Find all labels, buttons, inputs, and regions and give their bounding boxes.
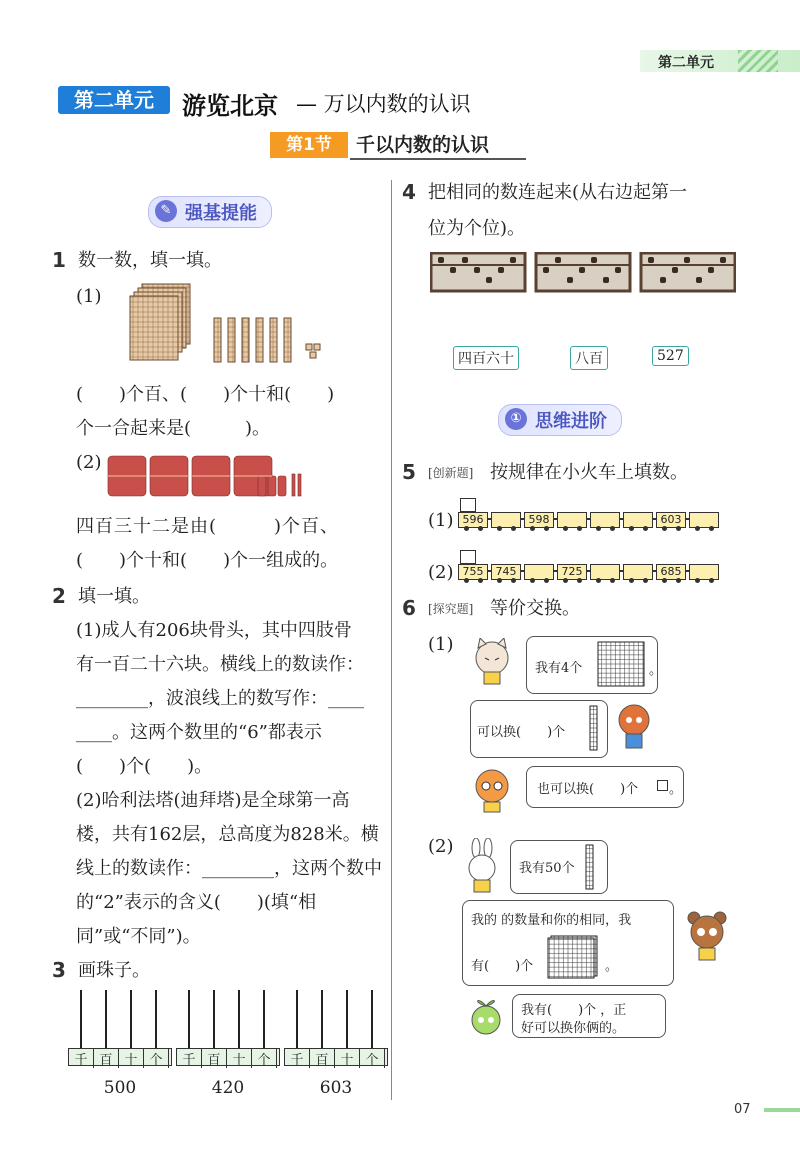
train-wheel <box>511 578 516 583</box>
q1-part2-line2: ( )个十和( )个一组成的。 <box>76 550 339 571</box>
abacus-rod <box>321 990 323 1048</box>
bubble-5-line1: 我的 的数量和你的相同，我 <box>471 913 632 928</box>
unit-header-label: 第二单元 <box>658 55 714 71</box>
train-wheel <box>478 578 483 583</box>
abacus-block[interactable] <box>68 990 172 1100</box>
unit-cube-icon <box>657 780 668 791</box>
q2-line5: ( )个( )。 <box>76 756 213 777</box>
abacus-pictures <box>430 252 736 294</box>
train-wheel <box>629 526 634 531</box>
q2-line6: (2)哈利法塔(迪拜塔)是全球第一高 <box>76 790 350 811</box>
bubble-2-text: 可以换( )个 <box>477 725 566 740</box>
train-wheel <box>610 578 615 583</box>
page-subtitle: — 万以内数的认识 <box>296 92 471 116</box>
place-value-bar <box>176 1048 280 1066</box>
section-title: 千以内数的认识 <box>350 132 526 160</box>
train-locomotive <box>460 550 476 564</box>
abacus-rod <box>263 990 265 1048</box>
train-wheel <box>629 578 634 583</box>
train-car[interactable]: 596 <box>458 512 488 528</box>
train-wheel <box>563 578 568 583</box>
bubble-5-line2: 有( )个 <box>471 959 534 974</box>
train1-label: (1) <box>428 510 454 531</box>
train-locomotive <box>460 498 476 512</box>
train-car[interactable] <box>524 564 554 580</box>
q2-stem: 填一填。 <box>78 586 150 607</box>
place-label: 十 <box>335 1049 360 1068</box>
abacus-group <box>68 990 390 1100</box>
train-wheel <box>544 578 549 583</box>
train-wheel <box>497 578 502 583</box>
speech-bubble-4 <box>510 840 608 894</box>
train-row-1 <box>458 498 728 532</box>
q1-part1-line2: 个一合起来是( )。 <box>76 418 271 439</box>
q5-stem: 按规律在小火车上填数。 <box>490 462 688 483</box>
train-car[interactable]: 725 <box>557 564 587 580</box>
q1-stem: 数一数，填一填。 <box>78 250 222 271</box>
section-badge: 第1节 <box>270 132 348 158</box>
footer-bar <box>764 1108 800 1112</box>
place-value-bar <box>284 1048 388 1066</box>
speech-bubble-1 <box>526 636 663 694</box>
abacus-rod <box>130 990 132 1048</box>
page-title: 游览北京 <box>182 92 278 120</box>
train-wheel <box>563 526 568 531</box>
place-label: 十 <box>119 1049 144 1068</box>
q6-number: 6 <box>402 596 416 620</box>
train-wheel <box>676 578 681 583</box>
abacus-rod <box>155 990 157 1048</box>
q6-tag: [探究题] <box>428 602 474 616</box>
bubble-6-line1: 我有( )个 ，正 <box>521 1003 627 1018</box>
q3-number: 3 <box>52 958 66 982</box>
speech-bubble-6 <box>512 994 666 1038</box>
train-wheel <box>676 526 681 531</box>
train-wheel <box>577 526 582 531</box>
q2-line7: 楼，共有162层，总高度为828米。横 <box>76 824 379 845</box>
place-label: 千 <box>69 1049 94 1068</box>
q1-part1-line1: ( )个百、( )个十和( ) <box>76 384 335 405</box>
q4-stem-line2: 位为个位)。 <box>428 218 526 239</box>
bubble-6-line2: 好可以换你俩的。 <box>521 1021 626 1036</box>
train-row-2 <box>458 550 728 584</box>
place-label: 百 <box>94 1049 119 1068</box>
bubble-3-text: 也可以换( )个 <box>537 782 639 797</box>
place-label: 千 <box>177 1049 202 1068</box>
train-wheel <box>695 526 700 531</box>
train-wheel <box>596 526 601 531</box>
base-ten-blocks-figure <box>128 282 338 366</box>
unit-header-tag <box>640 50 800 72</box>
train-wheel <box>662 578 667 583</box>
pencil-icon: ✎ <box>155 200 177 222</box>
train-wheel <box>577 578 582 583</box>
medal-icon: ① <box>505 408 527 430</box>
pill-advanced-label: 思维进阶 <box>535 411 607 432</box>
q2-line10: 同”或“不同”)。 <box>76 926 201 947</box>
abacus-rod <box>296 990 298 1048</box>
tiger-character <box>470 764 514 814</box>
abacus-rod <box>80 990 82 1048</box>
q2-line3: ________，波浪线上的数写作：____ <box>76 688 364 709</box>
q2-line9: 的“2”表示的含义( )(填“相 <box>76 892 317 913</box>
abacus-value: 500 <box>103 1078 137 1098</box>
train-wheel <box>662 526 667 531</box>
sprout-character <box>466 994 506 1038</box>
train-wheel <box>478 526 483 531</box>
train2-label: (2) <box>428 562 454 583</box>
speech-bubble-5 <box>462 900 674 986</box>
q4-number: 4 <box>402 180 416 204</box>
q4-stem-line1: 把相同的数连起来(从右边起第一 <box>428 182 688 203</box>
bubble-4-text: 我有50个 <box>519 861 575 876</box>
pill-advanced <box>498 404 622 436</box>
train-car[interactable] <box>623 564 653 580</box>
page-number: 07 <box>734 1102 751 1117</box>
train-wheel <box>596 578 601 583</box>
train-car[interactable]: 685 <box>656 564 686 580</box>
q5-tag: [创新题] <box>428 466 474 480</box>
q1-part1-label: (1) <box>76 286 102 307</box>
q3-stem: 画珠子。 <box>78 960 150 981</box>
abacus-rod <box>238 990 240 1048</box>
train-car[interactable] <box>689 564 719 580</box>
train-wheel <box>709 526 714 531</box>
bubble-3-period: 。 <box>669 782 683 797</box>
abacus-rod <box>371 990 373 1048</box>
q1-part2-label: (2) <box>76 452 102 473</box>
match-box-2[interactable]: 八百 <box>570 346 608 370</box>
place-value-bar <box>68 1048 172 1066</box>
abacus-rod <box>213 990 215 1048</box>
q1-number: 1 <box>52 248 66 272</box>
abacus-rod <box>346 990 348 1048</box>
pill-basic <box>148 196 272 228</box>
train-car[interactable] <box>590 512 620 528</box>
q6-stem: 等价交换。 <box>490 598 580 619</box>
q2-line4: ____。这两个数里的“6”都表示 <box>76 722 322 743</box>
train-car[interactable] <box>557 512 587 528</box>
abacus-rod <box>188 990 190 1048</box>
bubble-1-period: 。 <box>649 663 663 678</box>
train-wheel <box>511 526 516 531</box>
train-wheel <box>497 526 502 531</box>
abacus-value: 603 <box>319 1078 353 1098</box>
ten-rod-icon <box>589 705 599 753</box>
place-label: 千 <box>285 1049 310 1068</box>
q2-line8: 线上的数读作：________，这两个数中 <box>76 858 382 879</box>
train-car[interactable] <box>689 512 719 528</box>
match-box-1[interactable]: 四百六十 <box>453 346 519 370</box>
unit-badge: 第二单元 <box>58 86 170 114</box>
train-wheel <box>643 526 648 531</box>
train-wheel <box>544 526 549 531</box>
place-label: 个 <box>144 1049 169 1068</box>
q2-number: 2 <box>52 584 66 608</box>
train-wheel <box>695 578 700 583</box>
ten-rod-icon-2 <box>585 844 595 890</box>
train-car[interactable]: 603 <box>656 512 686 528</box>
q6-part1-label: (1) <box>428 634 454 655</box>
abacus-rod <box>105 990 107 1048</box>
bear-character <box>684 908 730 964</box>
place-label: 个 <box>252 1049 277 1068</box>
hundred-flat-icon-2 <box>545 935 601 981</box>
train-wheel <box>530 578 535 583</box>
abacus-block[interactable] <box>176 990 280 1100</box>
match-box-3[interactable]: 527 <box>652 346 689 366</box>
train-car[interactable] <box>590 564 620 580</box>
rabbit-character <box>462 838 502 894</box>
q5-number: 5 <box>402 460 416 484</box>
bubble-1-text: 我有4个 <box>535 661 583 676</box>
train-car[interactable]: 745 <box>491 564 521 580</box>
train-car[interactable] <box>623 512 653 528</box>
place-label: 百 <box>310 1049 335 1068</box>
train-car[interactable]: 755 <box>458 564 488 580</box>
q2-line1: (1)成人有206块骨头，其中四肢骨 <box>76 620 352 641</box>
train-wheel <box>709 578 714 583</box>
train-wheel <box>610 526 615 531</box>
train-wheel <box>464 526 469 531</box>
speech-bubble-2 <box>470 700 608 758</box>
q2-line2: 有一百二十六块。横线上的数读作： <box>76 654 364 675</box>
stripe-decoration <box>738 50 778 72</box>
column-divider <box>391 180 392 1100</box>
abacus-value: 420 <box>211 1078 245 1098</box>
train-car[interactable] <box>491 512 521 528</box>
stick-bundles-figure <box>106 448 326 500</box>
place-label: 十 <box>227 1049 252 1068</box>
cat-character <box>470 638 514 686</box>
q1-part2-line1: 四百三十二是由( )个百、 <box>76 516 340 537</box>
place-label: 百 <box>202 1049 227 1068</box>
squirrel-character <box>612 698 656 752</box>
q6-part2-label: (2) <box>428 836 454 857</box>
place-label: 个 <box>360 1049 385 1068</box>
train-wheel <box>530 526 535 531</box>
abacus-block[interactable] <box>284 990 388 1100</box>
hundred-flat-icon <box>597 641 647 687</box>
pill-basic-label: 强基提能 <box>185 203 257 224</box>
bubble-5-period: 。 <box>605 959 619 974</box>
train-wheel <box>643 578 648 583</box>
train-car[interactable]: 598 <box>524 512 554 528</box>
train-wheel <box>464 578 469 583</box>
speech-bubble-3 <box>526 766 684 808</box>
